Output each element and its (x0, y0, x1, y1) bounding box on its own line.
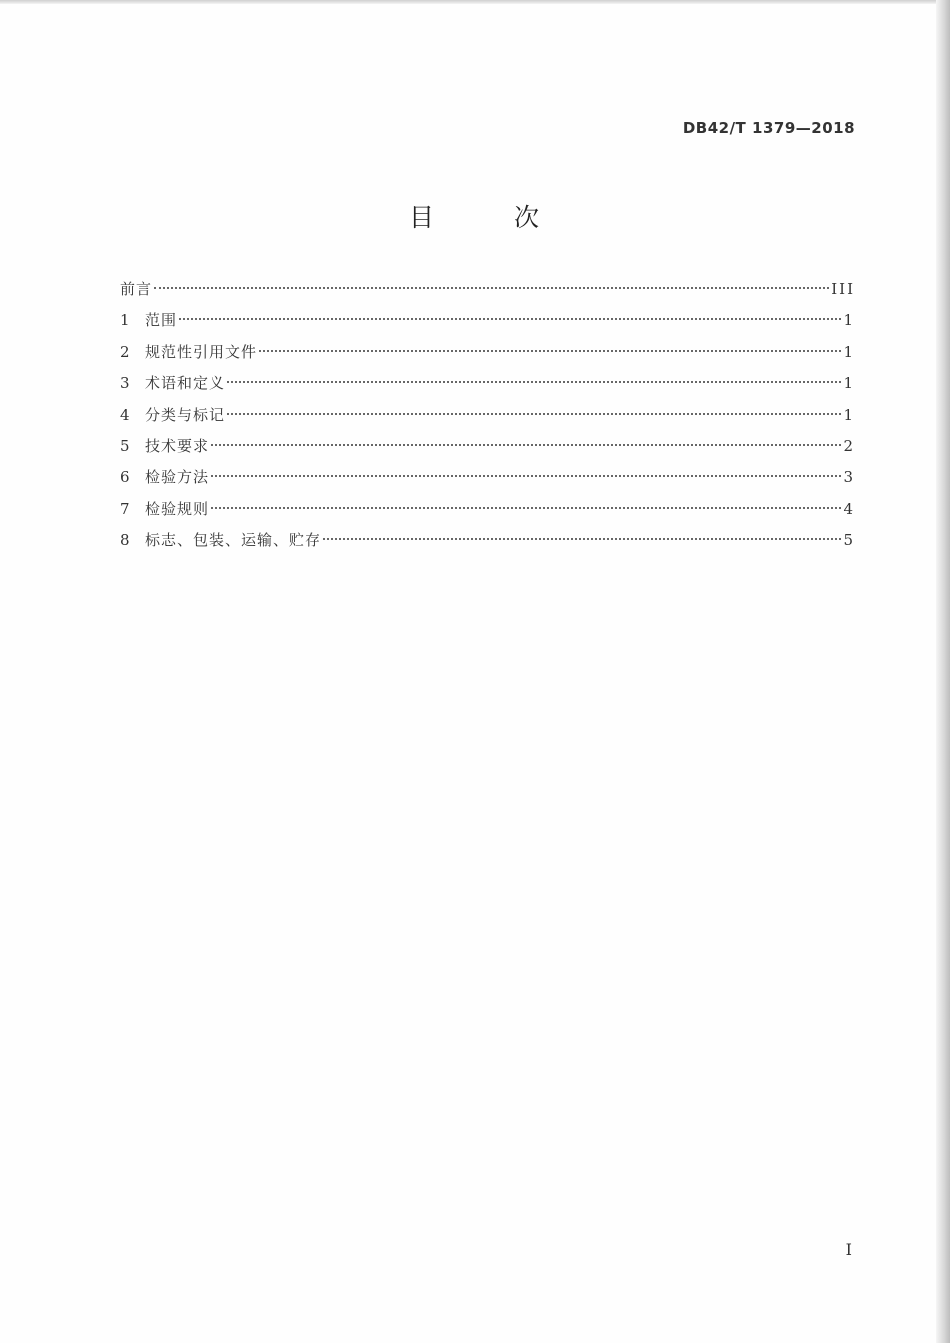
toc-entry-text: 前言 (120, 280, 153, 298)
toc-leader-dots (211, 507, 841, 509)
toc-entry-page: 1 (843, 405, 855, 424)
toc-entry-page: 5 (843, 531, 855, 550)
toc-entry-page: 2 (843, 436, 855, 455)
toc-entry-number: 8 (120, 531, 130, 550)
toc-entry-number: 3 (120, 374, 130, 393)
toc-entry-page: 4 (843, 499, 855, 518)
toc-leader-dots (227, 413, 841, 415)
toc-leader-dots (211, 444, 841, 446)
toc-leader-dots (211, 475, 841, 477)
toc-entry-7[interactable] (120, 497, 855, 528)
toc-entry-text: 规范性引用文件 (145, 342, 258, 361)
toc-entry-foreword[interactable] (120, 277, 855, 308)
toc-entry-number: 1 (120, 311, 130, 330)
toc-entry-text: 术语和定义 (145, 374, 226, 393)
toc-entry-page: III (831, 280, 855, 298)
toc-entry-number: 2 (120, 342, 130, 361)
toc-entry-text: 标志、包装、运输、贮存 (145, 531, 322, 550)
toc-entry-number: 7 (120, 499, 130, 518)
toc-entry-text: 检验规则 (145, 499, 210, 518)
toc-entry-2[interactable] (120, 340, 855, 371)
toc-entry-4[interactable] (120, 403, 855, 434)
toc-entry-number: 6 (120, 468, 130, 487)
toc-title: 目 次 (409, 203, 575, 232)
toc-entry-page: 1 (843, 342, 855, 361)
document-code: DB42/T 1379—2018 (682, 119, 855, 137)
toc-entry-6[interactable] (120, 465, 855, 496)
toc-list (120, 277, 855, 560)
toc-entry-text: 范围 (145, 311, 178, 330)
scan-edge-top (0, 0, 950, 4)
toc-entry-8[interactable] (120, 528, 855, 559)
toc-entry-number: 5 (120, 436, 130, 455)
toc-entry-1[interactable] (120, 308, 855, 339)
toc-entry-3[interactable] (120, 371, 855, 402)
toc-entry-text: 检验方法 (145, 468, 210, 487)
toc-leader-dots (227, 381, 841, 383)
toc-leader-dots (323, 538, 841, 540)
toc-entry-number: 4 (120, 405, 130, 424)
toc-entry-page: 1 (843, 374, 855, 393)
toc-entry-page: 3 (843, 468, 855, 487)
toc-leader-dots (179, 318, 841, 320)
toc-entry-text: 分类与标记 (145, 405, 226, 424)
page-number: I (845, 1240, 852, 1259)
toc-entry-5[interactable] (120, 434, 855, 465)
toc-entry-text: 技术要求 (145, 436, 210, 455)
toc-leader-dots (154, 287, 829, 289)
toc-leader-dots (259, 350, 841, 352)
toc-entry-page: 1 (843, 311, 855, 330)
